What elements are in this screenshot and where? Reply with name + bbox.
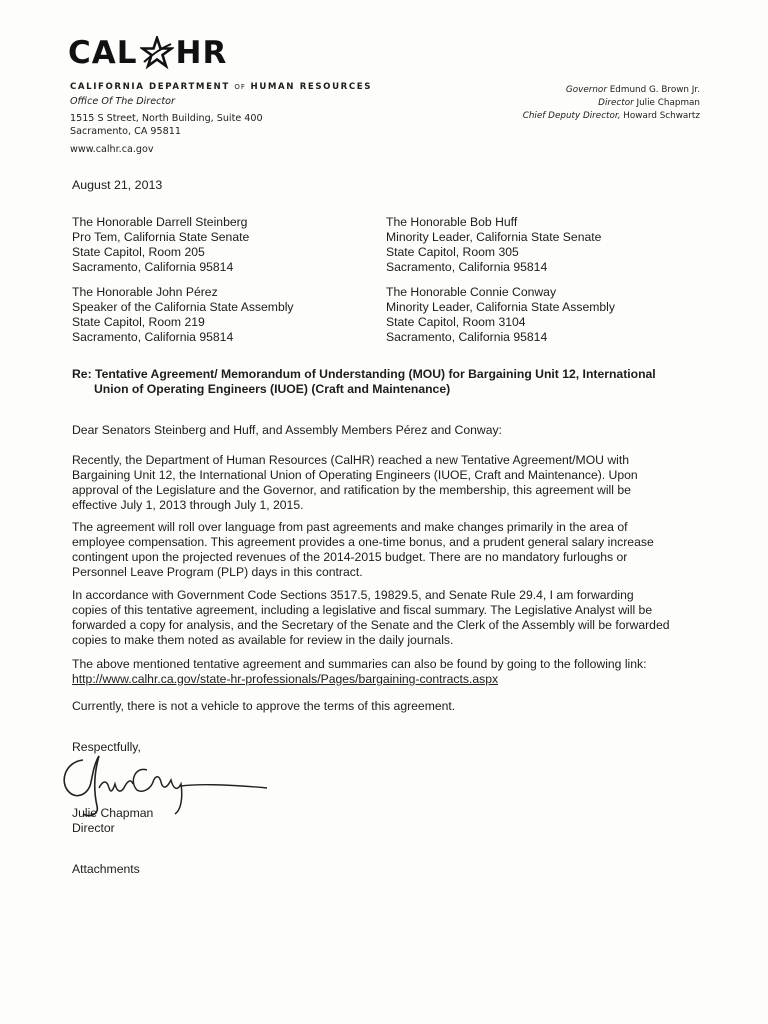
officials-block: Governor Edmund G. Brown Jr. Director Julie Chapman Chief Deputy Director, Howard Schwartz bbox=[522, 85, 700, 121]
bargaining-contracts-link[interactable]: http://www.calhr.ca.gov/state-hr-professionals/Pages/bargaining-contracts.aspx bbox=[72, 672, 499, 686]
signer-name: Julie Chapman bbox=[72, 806, 154, 820]
star-icon bbox=[140, 36, 174, 70]
body-paragraph: The above mentioned tentative agreement and summaries can also be found by going to the following link: bbox=[72, 657, 647, 671]
recipient-address: The Honorable John Pérez Speaker of the California State Assembly State Capitol, Room 219 Sacramento, California 95814 bbox=[72, 285, 294, 344]
body-paragraph: In accordance with Government Code Sections 3517.5, 19829.5, and Senate Rule 29.4, I am forwarding copies of this tentative agreement, including a legislative and fiscal summary. The Legislative Analyst will be forwarded a copy for analysis, and the Secretary of the Senate and the Clerk of the Assembly will be forwarded copies to make them noted as available for review in the daily journals. bbox=[72, 588, 670, 647]
subject-line: Re: Tentative Agreement/ Memorandum of Understanding (MOU) for Bargaining Unit 12, International Union of Operating Engineers (IUOE) (Craft and Maintenance) bbox=[72, 367, 656, 396]
letter-date: August 21, 2013 bbox=[72, 178, 163, 192]
logo-text-hr: HR bbox=[175, 35, 228, 71]
signer-title: Director bbox=[72, 821, 115, 835]
recipient-address: The Honorable Bob Huff Minority Leader, California State Senate State Capitol, Room 305 Sacramento, California 95814 bbox=[386, 215, 602, 274]
office-address: 1515 S Street, North Building, Suite 400 Sacramento, CA 95811 bbox=[70, 113, 263, 137]
recipient-address: The Honorable Darrell Steinberg Pro Tem, California State Senate State Capitol, Room 205 Sacramento, California 95814 bbox=[72, 215, 250, 274]
salutation: Dear Senators Steinberg and Huff, and Assembly Members Pérez and Conway: bbox=[72, 423, 502, 437]
body-paragraph: Currently, there is not a vehicle to approve the terms of this agreement. bbox=[72, 699, 456, 713]
body-paragraph: The agreement will roll over language from past agreements and make changes primarily in the area of employee compensation. This agreement provides a one-time bonus, and a prudent general salary increase contingent upon the projected revenues of the 2014-2015 budget. There are no mandatory furloughs or Personnel Leave Program (PLP) days in this contract. bbox=[72, 520, 654, 579]
department-name: CALIFORNIA DEPARTMENT OF HUMAN RESOURCES bbox=[70, 82, 373, 92]
recipient-address: The Honorable Connie Conway Minority Leader, California State Assembly State Capitol, Room 3104 Sacramento, California 95814 bbox=[386, 285, 615, 344]
calhr-logo bbox=[68, 36, 227, 70]
body-paragraph: Recently, the Department of Human Resources (CalHR) reached a new Tentative Agreement/MOU with Bargaining Unit 12, the International Union of Operating Engineers (IUOE, Craft and Maintenance). Upon approval of the Legislature and the Governor, and ratification by the membership, this agreement will be effective July 1, 2013 through July 1, 2015. bbox=[72, 453, 638, 512]
closing: Respectfully, bbox=[72, 740, 141, 754]
logo-text-cal: CAL bbox=[68, 35, 138, 71]
attachments-note: Attachments bbox=[72, 862, 140, 876]
office-name: Office Of The Director bbox=[70, 96, 175, 107]
website: www.calhr.ca.gov bbox=[70, 144, 154, 155]
